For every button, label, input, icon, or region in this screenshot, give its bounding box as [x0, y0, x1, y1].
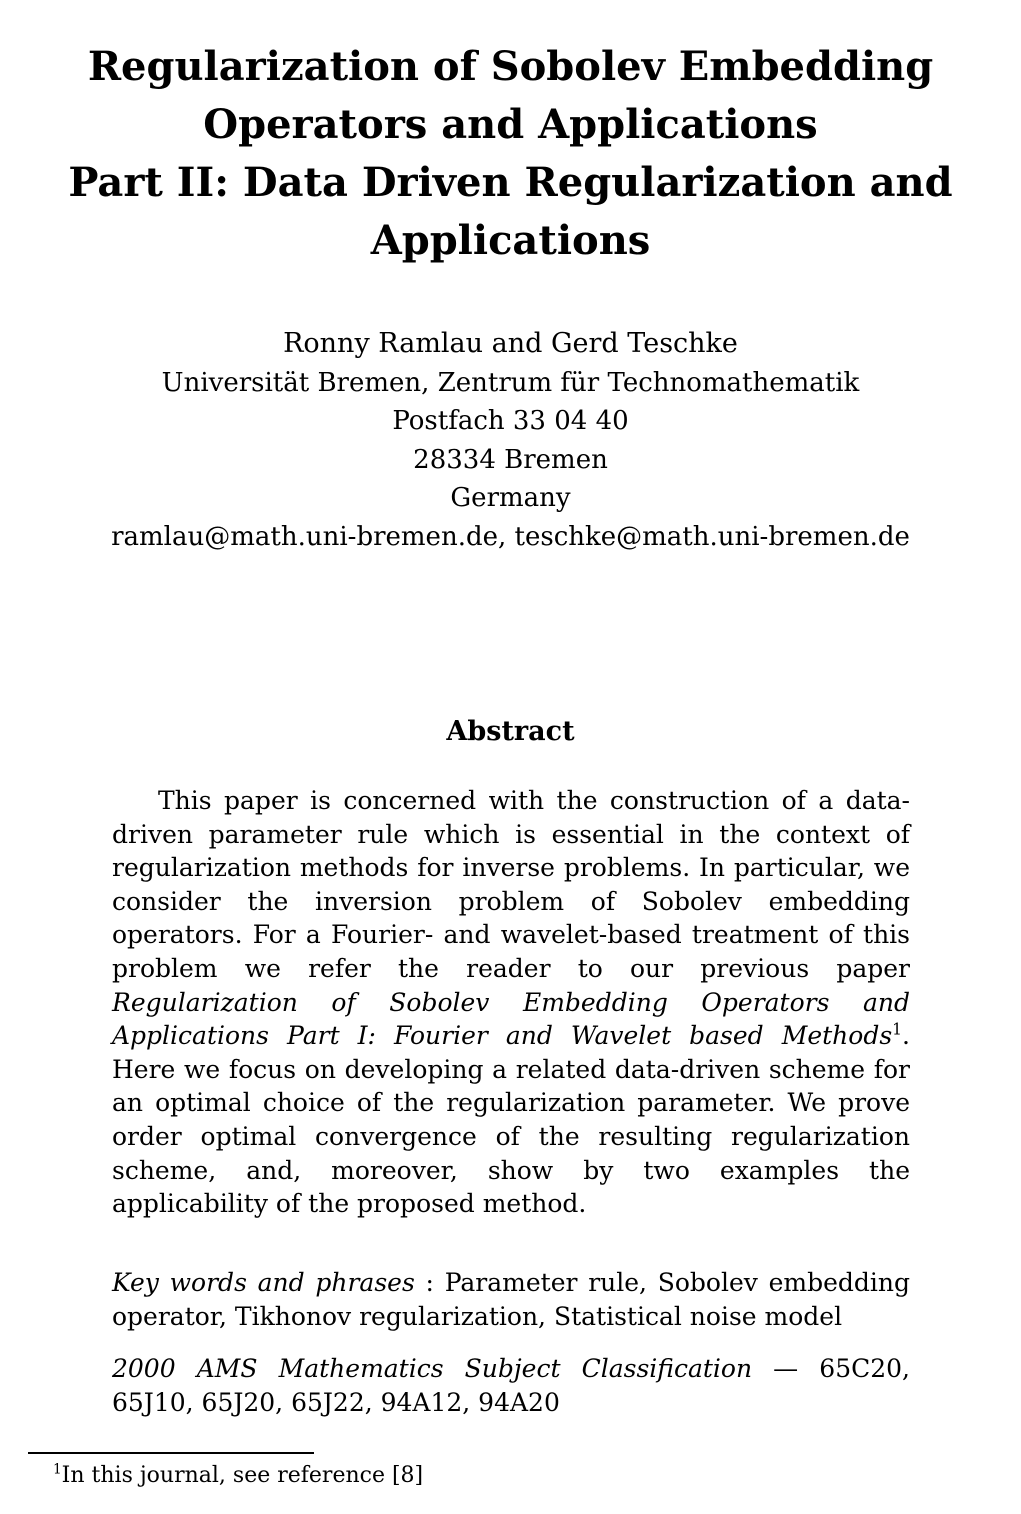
abstract-body — [112, 784, 910, 1221]
referenced-paper-title: Regularization of Sobolev Embedding Operators and Applications Part I: Fourier and Wavelet based Methods — [112, 987, 910, 1051]
title-line: Regularization of Sobolev Embedding — [87, 43, 934, 90]
title-line: Operators and Applications — [203, 101, 818, 148]
footnote-marker: 1 — [53, 1461, 62, 1478]
footnote-marker-reference: 1 — [892, 1020, 903, 1039]
keywords-text: Parameter rule, Sobolev embedding operator, Tikhonov regularization, Statistical noise model — [112, 1268, 911, 1331]
affiliation-line: Universität Bremen, Zentrum für Technomathematik — [161, 367, 860, 398]
paper-title — [0, 38, 1021, 270]
author-block — [0, 325, 1021, 556]
abstract-text-after-reference: . Here we focus on developing a related data-driven scheme for an optimal choice of the regularization parameter. We prove order optimal convergence of the resulting regularization scheme, and, moreover, show by two examples the applicability of the proposed method. — [112, 1021, 910, 1219]
keywords-label: Key words and phrases — [112, 1268, 415, 1297]
affiliation-line: Germany — [450, 483, 571, 513]
footnote-rule — [28, 1452, 314, 1454]
title-line: Part II: Data Driven Regularization and — [68, 159, 953, 206]
title-line: Applications — [370, 217, 651, 264]
classification-label: 2000 AMS Mathematics Subject Classification — [112, 1354, 753, 1383]
keywords-paragraph — [112, 1266, 910, 1334]
footnote — [53, 1461, 813, 1491]
affiliation-line: Postfach 33 04 40 — [392, 406, 629, 436]
author-emails: ramlau@math.uni-bremen.de, teschke@math.uni-bremen.de — [111, 521, 910, 552]
affiliation-line: 28334 Bremen — [413, 444, 608, 475]
footnote-text: In this journal, see reference [8] — [61, 1463, 424, 1488]
author-names: Ronny Ramlau and Gerd Teschke — [283, 328, 738, 359]
classification-paragraph — [112, 1352, 910, 1420]
abstract-heading: Abstract — [446, 716, 575, 747]
abstract-text-before-reference: This paper is concerned with the construction of a data-driven parameter rule which is essential in the context of regularization methods for inverse problems. In particular, we consider the inversion problem of Sobolev embedding operators. For a Fourier- and wavelet-based treatment of this problem we refer the reader to our previous paper — [112, 786, 910, 983]
keywords-separator: : — [414, 1268, 445, 1297]
classification-codes: 65C20, 65J10, 65J20, 65J22, 94A12, 94A20 — [112, 1354, 910, 1417]
classification-separator: — — [752, 1354, 820, 1383]
